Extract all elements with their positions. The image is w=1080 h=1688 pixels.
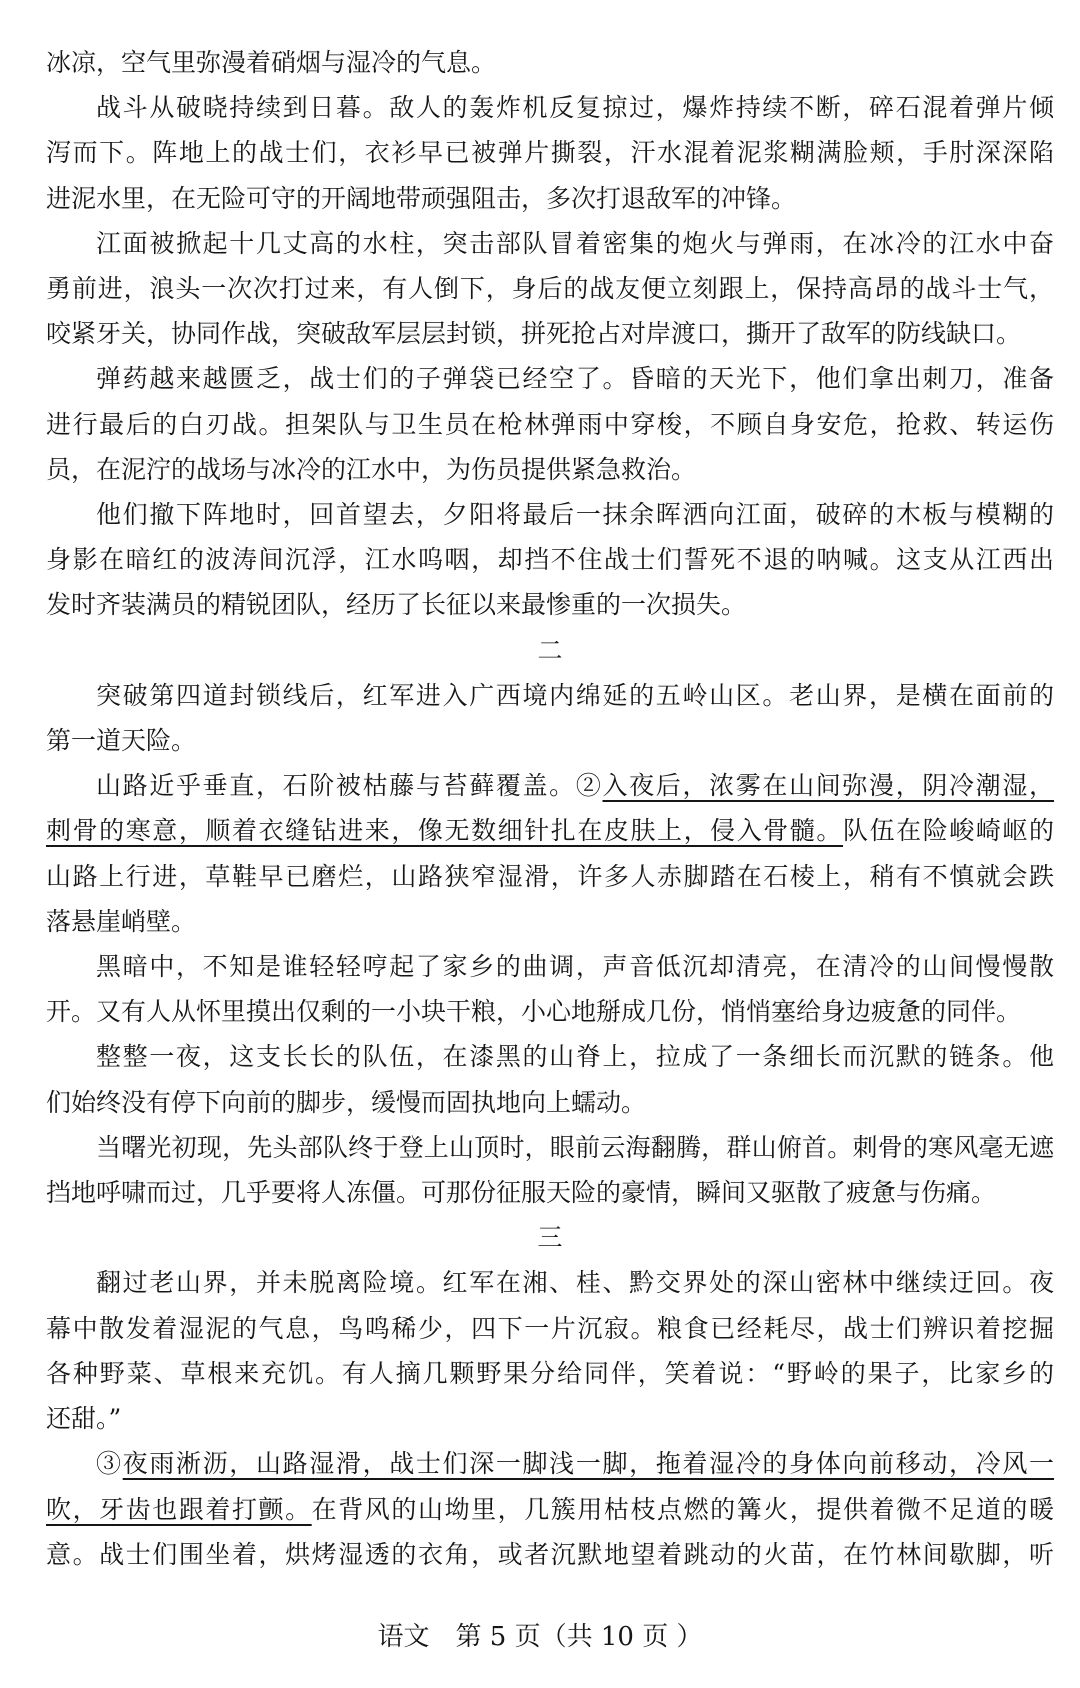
text-segment: 黑暗中，不知是谁轻轻哼起了家乡的曲调，声音低沉却清亮，在清冷的山间慢慢散 xyxy=(96,952,1054,982)
section-heading: 二 xyxy=(537,635,563,665)
text-line xyxy=(46,673,1054,718)
text-segment: 幕中散发着湿泥的气息，鸟鸣稀少，四下一片沉寂。粮食已经耗尽，战士们辨识着挖掘 xyxy=(46,1313,1054,1343)
text-segment: 泻而下。阵地上的战士们，衣衫早已被弹片撕裂，汗水混着泥浆糊满脸颊，手肘深深陷 xyxy=(46,138,1054,168)
text-segment: 们始终没有停下向前的脚步，缓慢而固执地向上蠕动。 xyxy=(46,1087,647,1117)
text-line xyxy=(46,1396,1054,1441)
text-segment: 挡地呼啸而过，几乎要将人冻僵。可那份征服天险的豪情，瞬间又驱散了疲惫与伤痛。 xyxy=(46,1178,997,1208)
text-line xyxy=(46,221,1054,266)
paragraph xyxy=(46,1260,1054,1441)
text-segment: 身影在暗红的波涛间沉浮，江水呜咽，却挡不住战士们誓死不退的呐喊。这支从江西出 xyxy=(46,545,1054,575)
underlined-text: 入夜后，浓雾在山间弥漫，阴冷潮湿， xyxy=(602,771,1054,801)
text-line xyxy=(46,1487,1054,1532)
text-line xyxy=(46,356,1054,401)
paragraph xyxy=(46,492,1054,628)
text-line xyxy=(46,447,1054,492)
text-line xyxy=(46,311,1054,356)
text-segment: 进泥水里，在无险可守的开阔地带顽强阻击，多次打退敌军的冲锋。 xyxy=(46,183,797,213)
text-line xyxy=(46,1351,1054,1396)
paragraph xyxy=(46,356,1054,492)
text-segment: 发时齐装满员的精锐团队，经历了长征以来最惨重的一次损失。 xyxy=(46,590,747,620)
page-footer: 语文 第 5 页（共 10 页 ） xyxy=(377,1621,703,1652)
text-segment: 他们撤下阵地时，回首望去，夕阳将最后一抹余晖洒向江面，破碎的木板与模糊的 xyxy=(96,500,1054,530)
text-segment: 第一道天险。 xyxy=(46,726,197,756)
text-line xyxy=(46,402,1054,447)
text-segment: 落悬崖峭壁。 xyxy=(46,906,197,936)
text-line xyxy=(46,718,1054,763)
text-line xyxy=(46,1441,1054,1486)
text-line xyxy=(46,492,1054,537)
text-segment: 各种野菜、草根来充饥。有人摘几颗野果分给同伴，笑着说：“野岭的果子，比家乡的 xyxy=(46,1358,1054,1388)
section-heading: 三 xyxy=(537,1223,563,1253)
text-segment: 弹药越来越匮乏，战士们的子弹袋已经空了。昏暗的天光下，他们拿出刺刀，准备 xyxy=(96,364,1054,394)
paragraph xyxy=(46,221,1054,357)
paragraph xyxy=(46,85,1054,221)
text-segment: 山路上行进，草鞋早已磨烂，山路狭窄湿滑，许多人赤脚踏在石棱上，稍有不慎就会跌 xyxy=(46,861,1054,891)
text-line xyxy=(46,1034,1054,1079)
document-body xyxy=(46,0,1054,1577)
paragraph xyxy=(46,673,1054,763)
paragraph xyxy=(46,1125,1054,1215)
text-line xyxy=(46,808,1054,853)
text-segment: 当曙光初现，先头部队终于登上山顶时，眼前云海翻腾，群山俯首。刺骨的寒风毫无遮 xyxy=(96,1132,1054,1162)
text-line xyxy=(46,989,1054,1034)
text-line xyxy=(46,1306,1054,1351)
paragraph xyxy=(46,1441,1054,1577)
text-segment: 在背风的山坳里，几簇用枯枝点燃的篝火，提供着微不足道的暖 xyxy=(311,1494,1054,1524)
text-line xyxy=(46,1125,1054,1170)
paragraph xyxy=(46,944,1054,1034)
text-line xyxy=(46,944,1054,989)
text-line xyxy=(46,40,1054,85)
paragraph xyxy=(46,763,1054,944)
text-line xyxy=(46,1080,1054,1125)
text-segment: 还甜。” xyxy=(46,1404,122,1434)
text-line xyxy=(46,85,1054,130)
text-segment: 员，在泥泞的战场与冰冷的江水中，为伤员提供紧急救治。 xyxy=(46,454,697,484)
text-segment: 勇前进，浪头一次次打过来，有人倒下，身后的战友便立刻跟上，保持高昂的战斗士气， xyxy=(46,274,1054,304)
text-segment: 进行最后的白刃战。担架队与卫生员在枪林弹雨中穿梭，不顾自身安危，抢救、转运伤 xyxy=(46,409,1054,439)
text-segment: 翻过老山界，并未脱离险境。红军在湘、桂、黔交界处的深山密林中继续迂回。夜 xyxy=(96,1268,1054,1298)
text-line xyxy=(46,854,1054,899)
underlined-text: 夜雨淅沥，山路湿滑，战士们深一脚浅一脚，拖着湿冷的身体向前移动，冷风一 xyxy=(122,1449,1054,1479)
text-line xyxy=(46,176,1054,221)
text-line xyxy=(46,1260,1054,1305)
text-segment: 战斗从破晓持续到日暮。敌人的轰炸机反复掠过，爆炸持续不断，碎石混着弹片倾 xyxy=(96,93,1054,123)
text-segment: 江面被掀起十几丈高的水柱，突击部队冒着密集的炮火与弹雨，在冰冷的江水中奋 xyxy=(96,228,1054,258)
text-segment: 队伍在险峻崎岖的 xyxy=(843,816,1054,846)
text-segment: 意。战士们围坐着，烘烤湿透的衣角，或者沉默地望着跳动的火苗，在竹林间歇脚，听 xyxy=(46,1539,1054,1569)
underlined-text: 吹，牙齿也跟着打颤。 xyxy=(46,1494,312,1524)
text-segment: 冰凉，空气里弥漫着硝烟与湿冷的气息。 xyxy=(46,48,497,77)
text-segment: 突破第四道封锁线后，红军进入广西境内绵延的五岭山区。老山界，是横在面前的 xyxy=(96,680,1054,710)
text-segment: ③ xyxy=(96,1449,123,1479)
text-segment: 开。又有人从怀里摸出仅剩的一小块干粮，小心地掰成几份，悄悄塞给身边疲惫的同伴。 xyxy=(46,997,1022,1027)
underlined-text: 刺骨的寒意，顺着衣缝钻进来，像无数细针扎在皮肤上，侵入骨髓。 xyxy=(46,816,844,846)
text-line xyxy=(46,266,1054,311)
text-line xyxy=(46,763,1054,808)
text-line xyxy=(46,537,1054,582)
text-line xyxy=(46,130,1054,175)
text-segment: 咬紧牙关，协同作战，突破敌军层层封锁，拼死抢占对岸渡口，撕开了敌军的防线缺口。 xyxy=(46,319,1022,349)
text-line xyxy=(46,582,1054,627)
text-line xyxy=(46,1170,1054,1215)
text-line xyxy=(46,1532,1054,1577)
paragraph xyxy=(46,1034,1054,1124)
paragraph xyxy=(46,40,1054,85)
text-segment: 山路近乎垂直，石阶被枯藤与苔藓覆盖。② xyxy=(96,771,603,801)
text-line xyxy=(46,899,1054,944)
text-segment: 整整一夜，这支长长的队伍，在漆黑的山脊上，拉成了一条细长而沉默的链条。他 xyxy=(96,1042,1054,1072)
